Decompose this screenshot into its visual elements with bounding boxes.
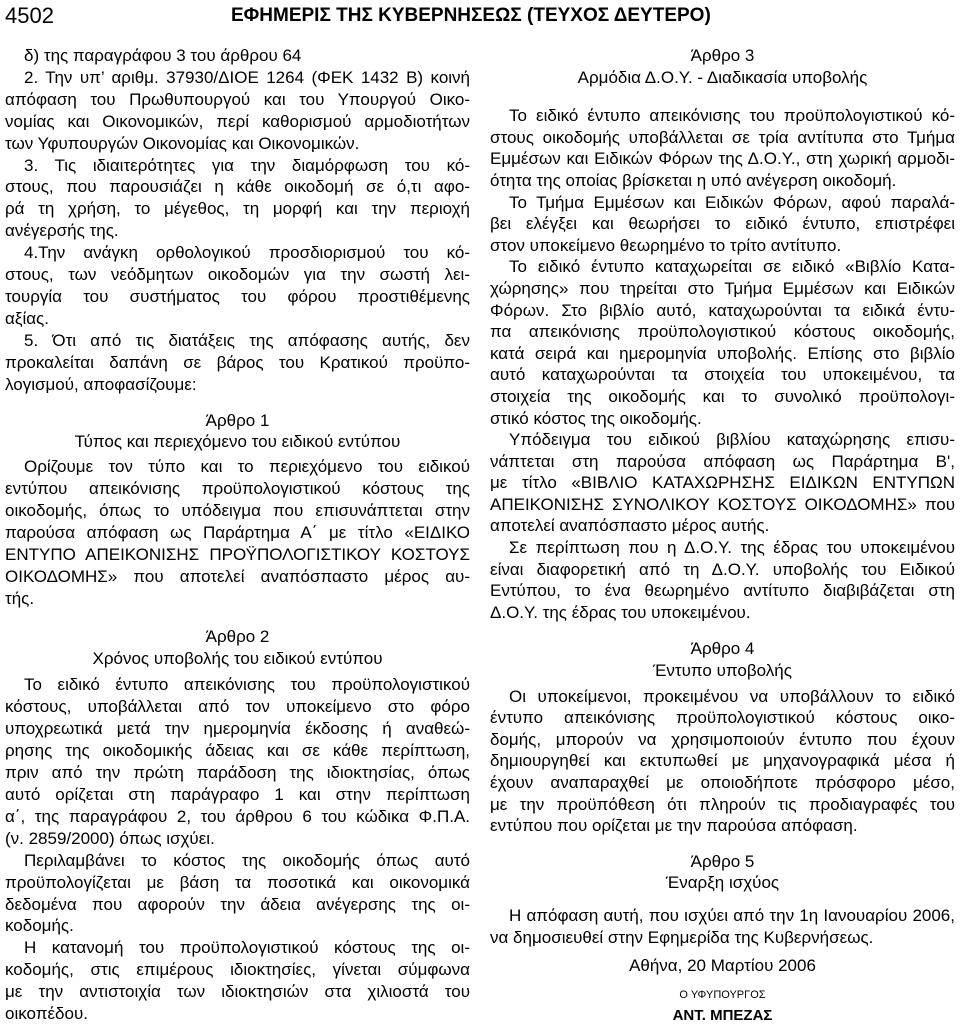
- text-line: [5, 242, 470, 264]
- text-line: [490, 905, 955, 927]
- article-title: Αρμόδια Δ.Ο.Υ. - Διαδικασία υποβολής: [577, 67, 868, 87]
- line-text: στον υποκείμενο θεωρημένο το τρίτο αντίτυπο.: [490, 235, 842, 255]
- line-text: κόστους, υποβάλλεται από τον υποκείμενο στο φόρο: [5, 697, 470, 717]
- paragraph: [490, 192, 955, 257]
- text-line: [490, 686, 955, 708]
- paragraph: [490, 256, 955, 429]
- line-text: κοδομής.: [5, 916, 74, 936]
- text-line: [490, 256, 955, 278]
- line-text: με την προϋπόθεση ότι πληρούν τις προδιαγραφές του: [490, 794, 955, 814]
- line-text: έντυπο απεικόνισης προϋπολογιστικού κόστους οικο-: [490, 708, 955, 728]
- text-line: [490, 494, 955, 516]
- line-text: νομίας και Οικονομικών, περί καθορισμού αρμοδιοτήτων: [5, 111, 470, 131]
- text-line: [5, 352, 470, 374]
- page-number: 4502: [5, 3, 54, 28]
- paragraph: [5, 45, 470, 67]
- article-number: Άρθρο 2: [205, 626, 270, 646]
- line-text: πα απεικόνισης προϋπολογιστικού κόστους οικοδομής,: [490, 322, 955, 342]
- paragraph: [5, 674, 470, 849]
- line-text: στους οικοδομής υποβάλλεται σε τρία αντίτυπα στο Τμήμα: [490, 127, 955, 147]
- text-line: [490, 927, 955, 949]
- line-text: δ) της παραγράφου 3 του άρθρου 64: [24, 46, 302, 65]
- paragraph: [5, 456, 470, 609]
- article-number: Άρθρο 5: [690, 851, 755, 871]
- text-line: [490, 537, 955, 559]
- text-line: [5, 872, 470, 894]
- line-text: ΑΠΕΙΚΟΝΙΣΗΣ ΣΥΝΟΛΙΚΟΥ ΚΟΣΤΟΥΣ ΟΙΚΟΔΟΜΗΣ» που: [490, 494, 955, 514]
- paragraph: [5, 937, 470, 1025]
- text-line: [5, 588, 470, 610]
- text-line: [5, 456, 470, 478]
- article-4-heading: [490, 638, 955, 681]
- text-line: [5, 718, 470, 740]
- text-line: [5, 544, 470, 566]
- line-text: τής.: [5, 588, 35, 608]
- paragraph: [5, 67, 470, 155]
- line-text: αυτό ορίζεται στη παράγραφο 1 και στην περίπτωση: [5, 785, 470, 804]
- text-line: [5, 198, 470, 220]
- line-text: προκαλείται δαπάνη σε βάρος του Κρατικού προϋπο-: [5, 352, 470, 372]
- text-line: [5, 762, 470, 784]
- text-line: [5, 45, 470, 67]
- line-text: εντύπου που ορίζεται με την παρούσα απόφαση.: [490, 816, 858, 836]
- text-line: [5, 286, 470, 308]
- text-line: [5, 740, 470, 762]
- line-text: στους, των νεόδμητων οικοδομών για την σωστή λει-: [5, 265, 470, 285]
- paragraph: [5, 155, 470, 243]
- text-line: [5, 220, 470, 242]
- line-text: Υπόδειγμα του ειδικού βιβλίου καταχώρησης επισυ-: [509, 430, 955, 450]
- text-line: [490, 278, 955, 300]
- line-text: Δ.Ο.Υ. της έδρας του υποκειμένου.: [490, 602, 751, 622]
- text-line: [490, 772, 955, 794]
- line-text: στοιχεία της οικοδομής και το συνολικό προϋπολογι-: [490, 386, 955, 406]
- text-line: [490, 580, 955, 602]
- line-text: εντύπου απεικόνισης προϋπολογιστικού κόστους της: [5, 479, 470, 499]
- paragraph: [490, 429, 955, 537]
- text-line: [490, 559, 955, 581]
- article-number: Άρθρο 3: [690, 46, 755, 65]
- line-text: Το ειδικό έντυπο απεικόνισης του προϋπολογιστικού: [24, 675, 470, 695]
- line-text: οικοδομής, όπως το υπόδειγμα που επισυνάπτεται στην: [5, 501, 470, 521]
- text-line: [5, 894, 470, 916]
- line-text: των Υφυπουργών Οικονομίας και Οικονομικών.: [5, 133, 360, 153]
- text-line: [490, 235, 955, 257]
- line-text: στους, που παρουσιάζει η κάθε οικοδομή σε ό,τι αφο-: [5, 177, 470, 197]
- text-line: [490, 148, 955, 170]
- line-text: χώρησης» που τηρείται στο Τμήμα Εμμέσων και Ειδικών: [490, 278, 955, 298]
- line-text: βει ελέγξει και θεωρήσει το ειδικό έντυπο, επιστρέφει: [490, 214, 955, 234]
- text-line: [5, 915, 470, 937]
- line-text: προϋπολογίζεται με βάση τα ποσοτικά και οικονομικά: [5, 872, 470, 892]
- article-title: Χρόνος υποβολής του ειδικού εντύπου: [92, 648, 383, 668]
- line-text: στικό κόστος της οικοδομής.: [490, 408, 702, 428]
- text-line: [5, 981, 470, 1003]
- line-text: Εμμέσων και Ειδικών Φόρων της Δ.Ο.Υ., στη χωρική αρμοδι-: [490, 149, 955, 169]
- line-text: 2. Την υπ’ αριθμ. 37930/ΔΙΟΕ 1264 (ΦΕΚ 1432 Β) κοινή: [24, 67, 470, 87]
- line-text: ότητα της οποίας βρίσκεται η υπό ανέγερση οικοδομή.: [490, 170, 897, 190]
- text-line: [5, 674, 470, 696]
- line-text: υποχρεωτικά μετά την ημερομηνία έκδοσης ή αναθεώ-: [5, 719, 470, 739]
- text-line: [490, 105, 955, 127]
- place-and-date: Αθήνα, 20 Μαρτίου 2006: [629, 956, 816, 976]
- article-number: Άρθρο 4: [690, 639, 755, 659]
- signatory-title: Ο ΥΦΥΠΟΥΡΓΟΣ: [679, 988, 766, 1001]
- text-line: [5, 374, 470, 396]
- line-text: απόφαση του Πρωθυπουργού και του Υπουργού Οικο-: [5, 89, 470, 109]
- text-line: [490, 343, 955, 365]
- line-text: Εντύπου, το ένα θεωρημένο αντίτυπο διαβιβάζεται στη: [490, 581, 955, 601]
- text-line: [490, 429, 955, 451]
- text-line: [5, 308, 470, 330]
- signature-block: [490, 955, 955, 1026]
- text-line: [490, 170, 955, 192]
- text-line: [5, 806, 470, 828]
- line-text: Το ειδικό έντυπο απεικόνισης του προϋπολογιστικού κό-: [509, 106, 955, 126]
- text-line: [5, 696, 470, 718]
- line-text: Το ειδικό έντυπο καταχωρείται σε ειδικό «Βιβλίο Κατα-: [509, 257, 955, 277]
- article-number: Άρθρο 1: [205, 410, 270, 430]
- text-line: [5, 264, 470, 286]
- line-text: Το Τμήμα Εμμέσων και Ειδικών Φόρων, αφού παραλά-: [509, 192, 955, 212]
- text-line: [5, 850, 470, 872]
- text-line: [490, 321, 955, 343]
- text-line: [5, 330, 470, 352]
- text-line: [490, 602, 955, 624]
- text-line: [490, 408, 955, 430]
- text-line: [490, 515, 955, 537]
- line-text: δημιουργηθεί και εκτυπωθεί με μηχανογραφικά μέσα ή: [490, 751, 955, 771]
- right-column: [490, 45, 955, 1026]
- text-line: [5, 478, 470, 500]
- line-text: οικοπέδου.: [5, 1004, 88, 1024]
- text-line: [490, 815, 955, 837]
- line-text: (ν. 2859/2000) όπως ισχύει.: [5, 828, 215, 848]
- text-line: [5, 500, 470, 522]
- paragraph: [490, 905, 955, 948]
- line-text: παρούσα απόφαση ως Παράρτημα Α΄ με τίτλο «ΕΙΔΙΚΟ: [5, 523, 470, 543]
- line-text: λογισμού, αποφασίζουμε:: [5, 374, 197, 394]
- text-line: [490, 300, 955, 322]
- article-3-heading: [490, 45, 955, 88]
- right-column-body: [490, 45, 955, 948]
- line-text: α΄, της παραγράφου 2, του άρθρου 6 του κώδικα Φ.Π.Α.: [5, 806, 470, 826]
- line-text: 4.Την ανάγκη ορθολογικού προσδιορισμού του κό-: [24, 243, 470, 263]
- text-line: [490, 192, 955, 214]
- text-line: [490, 750, 955, 772]
- line-text: ρησης της οικοδομικής άδειας και σε κάθε περίπτωση,: [5, 741, 470, 761]
- line-text: αξίας.: [5, 308, 49, 328]
- text-line: [5, 937, 470, 959]
- line-text: τουργία του συστήματος του φόρου προστιθέμενης: [5, 286, 470, 306]
- text-line: [490, 213, 955, 235]
- article-1-heading: [5, 410, 470, 454]
- line-text: ΕΝΤΥΠΟ ΑΠΕΙΚΟΝΙΣΗΣ ΠΡΟΫΠΟΛΟΓΙΣΤΙΚΟΥ ΚΟΣΤΟΥΣ: [5, 544, 470, 564]
- text-line: [5, 522, 470, 544]
- text-line: [490, 729, 955, 751]
- line-text: με τίτλο «ΒΙΒΛΙΟ ΚΑΤΑΧΩΡΗΣΗΣ ΕΙΔΙΚΩΝ ΕΝΤΥΠΩΝ: [490, 473, 955, 493]
- paragraph: [5, 330, 470, 396]
- paragraph: [490, 686, 955, 837]
- line-text: ανέγερσής της.: [5, 221, 119, 241]
- paragraph: [5, 850, 470, 938]
- line-text: δεδομένα που αφορούν την άδεια ανέγερσης της οι-: [5, 894, 470, 914]
- line-text: δομής, μπορούν να χρησιμοποιούν έντυπο που έχουν: [490, 729, 955, 749]
- paragraph: [5, 242, 470, 330]
- text-line: [490, 472, 955, 494]
- paragraph: [490, 105, 955, 191]
- line-text: αποτελεί αναπόσπαστο μέρος αυτής.: [490, 516, 770, 536]
- text-line: [5, 828, 470, 850]
- paragraph: [490, 537, 955, 623]
- line-text: Περιλαμβάνει το κόστος της οικοδομής όπως αυτό: [24, 850, 470, 870]
- line-text: να δημοσιευθεί στην Εφημερίδα της Κυβερνήσεως.: [490, 927, 874, 947]
- gazette-title: ΕΦΗΜΕΡΙΣ ΤΗΣ ΚΥΒΕΡΝΗΣΕΩΣ (ΤΕΥΧΟΣ ΔΕΥΤΕΡΟ): [231, 5, 711, 26]
- line-text: 3. Τις ιδιαιτερότητες για την διαμόρφωση του κό-: [24, 155, 470, 175]
- signatory-name: ΑΝΤ. ΜΠΕΖΑΣ: [672, 1007, 773, 1025]
- text-line: [5, 111, 470, 133]
- line-text: Οι υποκείμενοι, προκειμένου να υποβάλλουν το ειδικό: [509, 686, 955, 706]
- text-line: [5, 176, 470, 198]
- line-text: είναι διαφορετική από τη Δ.Ο.Υ. υποβολής του Ειδικού: [490, 559, 955, 579]
- text-line: [490, 451, 955, 473]
- text-line: [5, 133, 470, 155]
- line-text: κατά σειρά και ημερομηνία υποβολής. Επίσης στο βιβλίο: [490, 343, 955, 363]
- line-text: Σε περίπτωση που η Δ.Ο.Υ. της έδρας του υποκειμένου: [509, 538, 955, 558]
- line-text: με την αντιστοιχία των ιδιοκτησιών στα χιλιοστά του: [5, 982, 470, 1002]
- text-line: [5, 959, 470, 981]
- line-text: ΟΙΚΟΔΟΜΗΣ» που αποτελεί αναπόσπαστο μέρος αυ-: [5, 566, 470, 586]
- text-line: [5, 784, 470, 806]
- article-5-heading: [490, 851, 955, 894]
- article-title: Έναρξη ισχύος: [665, 873, 780, 893]
- text-line: [490, 127, 955, 149]
- line-text: πριν από την πρώτη παράδοση της ιδιοκτησίας, όπως: [5, 763, 470, 783]
- text-line: [5, 89, 470, 111]
- text-line: [490, 364, 955, 386]
- line-text: 5. Ότι από τις διατάξεις της απόφασης αυτής, δεν: [24, 330, 470, 350]
- line-text: Φόρων. Στο βιβλίο αυτό, καταχωρούνται τα ειδικά έντυ-: [490, 300, 955, 320]
- line-text: αυτό καταχωρούνται τα στοιχεία του υποκειμένου, τα: [490, 365, 955, 385]
- text-line: [490, 707, 955, 729]
- left-column: [5, 45, 470, 1025]
- line-text: κοδομής, στις επιμέρους ιδιοκτησίες, γίνεται σύμφωνα: [5, 960, 470, 980]
- line-text: νάπτεται στη παρούσα απόφαση ως Παράρτημα Β',: [490, 451, 955, 471]
- line-text: Ορίζουμε τον τύπο και το περιεχόμενο του ειδικού: [24, 457, 470, 477]
- line-text: Η απόφαση αυτή, που ισχύει από την 1η Ιανουαρίου 2006,: [509, 905, 955, 925]
- text-line: [5, 1003, 470, 1025]
- text-line: [5, 566, 470, 588]
- text-line: [490, 794, 955, 816]
- line-text: Η κατανομή του προϋπολογιστικού κόστους της οι-: [24, 938, 470, 958]
- text-line: [490, 386, 955, 408]
- text-line: [5, 67, 470, 89]
- line-text: ρά τη χρήση, το μέγεθος, τη μορφή και την περιοχή: [5, 199, 470, 219]
- article-title: Έντυπο υποβολής: [653, 661, 792, 681]
- text-line: [5, 155, 470, 177]
- line-text: έχουν αναπαραχθεί με οποιοδήποτε πρόσφορο μέσο,: [490, 773, 955, 792]
- article-title: Τύπος και περιεχόμενο του ειδικού εντύπου: [74, 432, 401, 452]
- article-2-heading: [5, 626, 470, 670]
